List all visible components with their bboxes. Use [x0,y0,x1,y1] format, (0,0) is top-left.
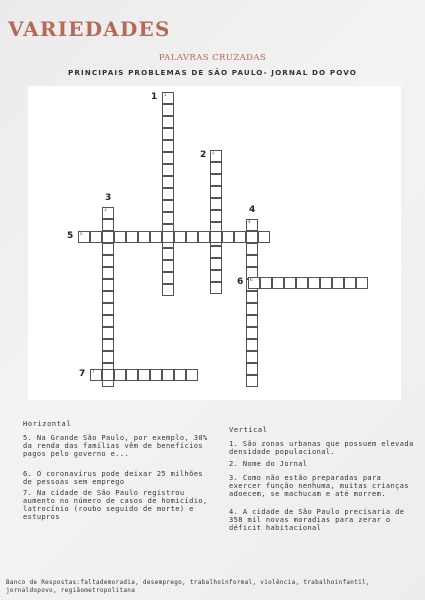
vertical-heading: Vertical [229,426,268,434]
crossword-cell[interactable] [138,369,150,381]
crossword-cell[interactable] [162,176,174,188]
crossword-cell[interactable] [162,140,174,152]
crossword-cell[interactable] [90,231,102,243]
crossword-cell[interactable] [114,231,126,243]
crossword-cell[interactable] [126,231,138,243]
crossword-cell[interactable] [344,277,356,289]
crossword-cell[interactable] [126,369,138,381]
vertical-clue-4: 4. A cidade de São Paulo precisaria de 358 mil novas moradias para zerar o déficit habitacional [229,508,405,532]
clue-number-3: 3 [105,193,112,203]
crossword-cell[interactable] [102,369,114,381]
crossword-cell[interactable] [210,174,222,186]
crossword-cell[interactable] [246,255,258,267]
crossword-cell[interactable] [246,243,258,255]
cell-clue-marker: 1 [164,92,167,97]
clue-number-4: 4 [249,205,256,215]
crossword-cell[interactable] [234,231,246,243]
page-subtitle: PALAVRAS CRUZADAS [158,53,267,63]
crossword-cell[interactable] [102,327,114,339]
page-title: VARIEDADES [8,17,171,41]
crossword-cell[interactable] [162,116,174,128]
crossword-cell[interactable] [210,210,222,222]
crossword-cell[interactable] [162,248,174,260]
crossword-cell[interactable] [210,162,222,174]
horizontal-clue-6: 6. O coronavírus pode deixar 25 milhões de pessoas sem emprego [23,470,203,486]
clue-number-6: 6 [237,277,244,287]
crossword-cell[interactable] [138,231,150,243]
vertical-clue-1: 1. São zonas urbanas que possuem elevada densidade populacional. [229,440,414,456]
cell-clue-marker: 2 [212,150,215,155]
crossword-cell[interactable] [356,277,368,289]
crossword-cell[interactable] [210,282,222,294]
crossword-cell[interactable] [162,212,174,224]
crossword-cell[interactable] [248,277,260,289]
crossword-cell[interactable] [186,231,198,243]
crossword-cell[interactable] [150,369,162,381]
cell-clue-marker: 4 [248,219,251,224]
vertical-clue-2: 2. Nome do Jornal [229,460,308,468]
clue-number-1: 1 [151,92,158,102]
crossword-cell[interactable] [162,92,174,104]
crossword-cell[interactable] [246,375,258,387]
crossword-cell[interactable] [246,363,258,375]
crossword-cell[interactable] [102,303,114,315]
horizontal-heading: Horizontal [23,420,72,428]
crossword-cell[interactable] [162,369,174,381]
cell-clue-marker: 6 [250,277,253,282]
answer-bank: Banco de Respostas:faltademoradia, desemprego, trabalhoinformal, violência, trabalhoinfantil, jornaldopovo, regiãometropolitana [6,579,370,594]
crossword-cell[interactable] [90,369,102,381]
crossword-cell[interactable] [150,231,162,243]
crossword-cell[interactable] [102,207,114,219]
crossword-cell[interactable] [102,243,114,255]
crossword-cell[interactable] [162,200,174,212]
crossword-cell[interactable] [102,255,114,267]
crossword-cell[interactable] [246,291,258,303]
crossword-cell[interactable] [308,277,320,289]
crossword-cell[interactable] [210,186,222,198]
crossword-cell[interactable] [162,152,174,164]
crossword-cell[interactable] [246,303,258,315]
crossword-cell[interactable] [174,231,186,243]
crossword-cell[interactable] [102,339,114,351]
crossword-cell[interactable] [102,267,114,279]
crossword-cell[interactable] [162,188,174,200]
crossword-cell[interactable] [102,291,114,303]
crossword-cell[interactable] [272,277,284,289]
crossword-cell[interactable] [210,231,222,243]
crossword-grid [28,86,401,400]
crossword-cell[interactable] [114,369,126,381]
crossword-cell[interactable] [246,351,258,363]
crossword-cell[interactable] [162,272,174,284]
crossword-cell[interactable] [174,369,186,381]
crossword-cell[interactable] [210,198,222,210]
cell-clue-marker: 3 [104,207,107,212]
crossword-cell[interactable] [258,231,270,243]
crossword-cell[interactable] [78,231,90,243]
crossword-cell[interactable] [246,231,258,243]
cell-clue-marker: 7 [92,369,95,374]
crossword-cell[interactable] [162,104,174,116]
crossword-cell[interactable] [210,270,222,282]
crossword-cell[interactable] [102,279,114,291]
crossword-cell[interactable] [162,164,174,176]
crossword-cell[interactable] [102,231,114,243]
crossword-cell[interactable] [162,260,174,272]
cell-clue-marker: 5 [80,231,83,236]
clue-number-7: 7 [79,369,86,379]
crossword-cell[interactable] [296,277,308,289]
crossword-cell[interactable] [210,246,222,258]
crossword-cell[interactable] [102,219,114,231]
crossword-cell[interactable] [162,128,174,140]
crossword-cell[interactable] [162,284,174,296]
crossword-cell[interactable] [186,369,198,381]
horizontal-clue-5: 5. Na Grande São Paulo, por exemplo, 30% da renda das famílias vêm de benefícios pagos pelo governo e... [23,434,208,458]
crossword-cell[interactable] [102,315,114,327]
crossword-cell[interactable] [198,231,210,243]
crossword-cell[interactable] [246,315,258,327]
crossword-cell[interactable] [284,277,296,289]
crossword-cell[interactable] [102,351,114,363]
vertical-clue-3: 3. Como não estão preparadas para exercer função nenhuma, muitas crianças adoecem, se machucam e até morrem. [229,474,409,498]
puzzle-heading: PRINCIPAIS PROBLEMAS DE SÃO PAULO- JORNAL DO POVO [68,68,357,77]
horizontal-clue-7: 7. Na cidade de São Paulo registrou aumento no número de casos de homicídio, latrocínio (roubo seguido de morte) e estupros [23,489,208,521]
crossword-cell[interactable] [162,231,174,243]
crossword-cell[interactable] [320,277,332,289]
crossword-cell[interactable] [246,219,258,231]
crossword-cell[interactable] [332,277,344,289]
crossword-cell[interactable] [260,277,272,289]
clue-number-5: 5 [67,231,74,241]
crossword-cell[interactable] [246,339,258,351]
crossword-cell[interactable] [210,150,222,162]
crossword-cell[interactable] [222,231,234,243]
clue-number-2: 2 [200,150,207,160]
crossword-cell[interactable] [246,327,258,339]
crossword-cell[interactable] [210,258,222,270]
